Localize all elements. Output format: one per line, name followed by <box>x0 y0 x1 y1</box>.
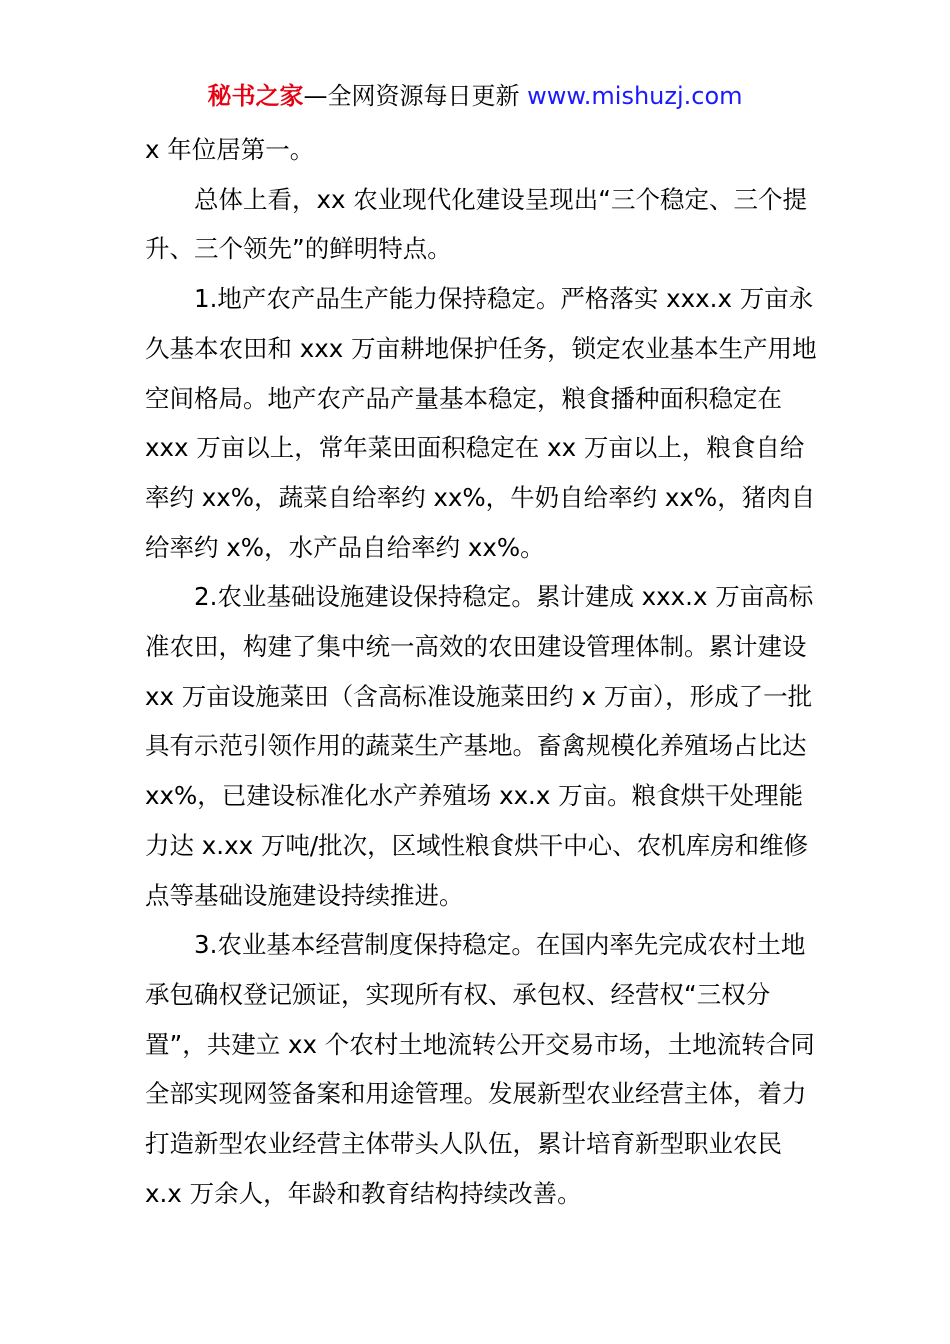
paragraph-point-2: 2.农业基础设施建设保持稳定。累计建成 xxx.x 万亩高标准农田，构建了集中统一高效的农田建设管理体制。累计建设 xx 万亩设施菜田（含高标准设施菜田约 x 万亩），形成了一批具有示范引领作用的蔬菜生产基地。畜禽规模化养殖场占比达 xx%，已建设标准化水产养殖场 xx.x 万亩。粮食烘干处理能力达 x.xx 万吨/批次，区域性粮食烘干中心、农机库房和维修点等基础设施建设持续推进。 <box>145 582 814 910</box>
site-header <box>0 80 950 112</box>
document-body <box>145 125 817 1218</box>
brand-name: 秘书之家 <box>207 82 304 110</box>
paragraph-continuation: x 年位居第一。 <box>145 135 315 164</box>
paragraph-point-1: 1.地产农产品生产能力保持稳定。严格落实 xxx.x 万亩永久基本农田和 xxx 万亩耕地保护任务，锁定农业基本生产用地空间格局。地产农产品产量基本稳定，粮食播种面积稳定在 xxx 万亩以上，常年菜田面积稳定在 xx 万亩以上，粮食自给率约 xx%，蔬菜自给率约 xx%，牛奶自给率约 xx%，猪肉自给率约 x%，水产品自给率约 xx%。 <box>145 284 817 562</box>
header-tagline: —全网资源每日更新 <box>303 82 520 110</box>
paragraph-point-3: 3.农业基本经营制度保持稳定。在国内率先完成农村土地承包确权登记颁证，实现所有权、承包权、经营权“三权分置”，共建立 xx 个农村土地流转公开交易市场，土地流转合同全部实现网签备案和用途管理。发展新型农业经营主体，着力打造新型农业经营主体带头人队伍，累计培育新型职业农民 x.x 万余人，年龄和教育结构持续改善。 <box>145 930 815 1208</box>
site-url-link[interactable]: www.mishuzj.com <box>527 82 743 110</box>
paragraph-overview: 总体上看，xx 农业现代化建设呈现出“三个稳定、三个提升、三个领先”的鲜明特点。 <box>145 184 807 264</box>
